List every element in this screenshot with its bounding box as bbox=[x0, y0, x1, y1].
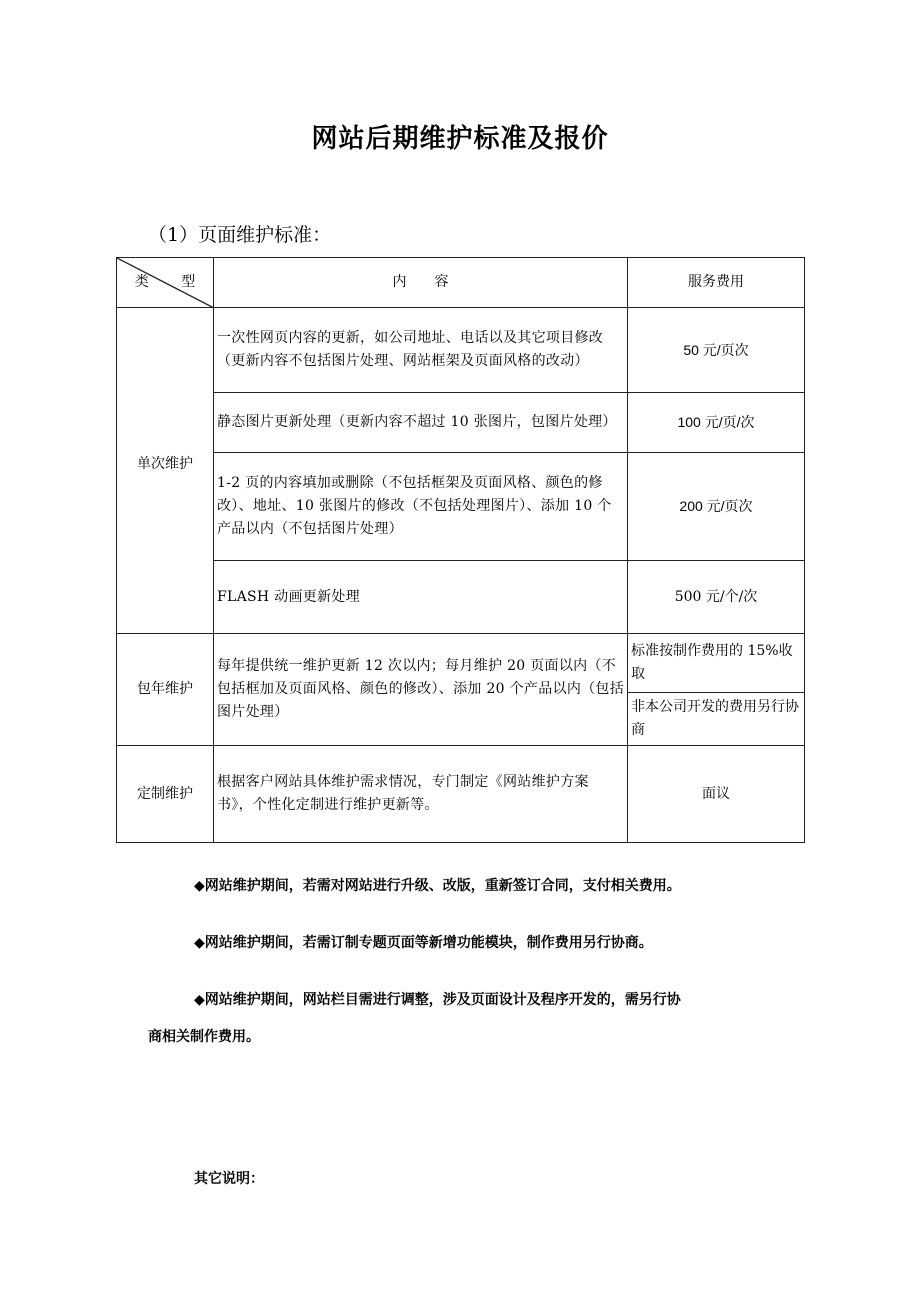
content-cell: FLASH 动画更新处理 bbox=[214, 561, 628, 634]
other-notes-heading: 其它说明： bbox=[194, 1170, 264, 1186]
page-title: 网站后期维护标准及报价 bbox=[311, 124, 609, 154]
pricing-table bbox=[116, 257, 805, 843]
fee-cell: 面议 bbox=[628, 746, 805, 843]
note-column-adjust-cont: 商相关制作费用。 bbox=[148, 1028, 260, 1044]
content-cell: 根据客户网站具体维护需求情况，专门制定《网站维护方案书》，个性化定制进行维护更新等。 bbox=[214, 746, 628, 843]
table-row bbox=[117, 746, 805, 843]
header-content-cell: 内 容 bbox=[214, 258, 628, 308]
fee-cell: 非本公司开发的费用另行协商 bbox=[628, 693, 805, 746]
fee-cell: 50 元/页次 bbox=[628, 308, 805, 393]
note-upgrade: ◆网站维护期间，若需对网站进行升级、改版，重新签订合同，支付相关费用。 bbox=[194, 877, 681, 893]
header-fee-cell: 服务费用 bbox=[628, 258, 805, 308]
table-row bbox=[117, 561, 805, 634]
fee-cell: 500 元/个/次 bbox=[628, 561, 805, 634]
table-row bbox=[117, 634, 805, 693]
content-cell: 一次性网页内容的更新，如公司地址、电话以及其它项目修改（更新内容不包括图片处理、网站框架及页面风格的改动） bbox=[214, 308, 628, 393]
type-cell-annual: 包年维护 bbox=[117, 634, 214, 746]
table-row bbox=[117, 308, 805, 393]
type-cell-custom: 定制维护 bbox=[117, 746, 214, 843]
content-cell: 每年提供统一维护更新 12 次以内；每月维护 20 页面以内（不包括框加及页面风格、颜色的修改）、添加 20 个产品以内（包括图片处理） bbox=[214, 634, 628, 746]
header-type-label: 类 型 bbox=[134, 274, 210, 290]
header-type-cell bbox=[117, 258, 214, 308]
table-row bbox=[117, 393, 805, 453]
content-cell: 1-2 页的内容填加或删除（不包括框架及页面风格、颜色的修改）、地址、10 张图片的修改（不包括处理图片）、添加 10 个产品以内（不包括图片处理） bbox=[214, 453, 628, 561]
note-custom-module: ◆网站维护期间，若需订制专题页面等新增功能模块，制作费用另行协商。 bbox=[194, 934, 653, 950]
fee-cell: 标准按制作费用的 15%收取 bbox=[628, 634, 805, 693]
section-heading: （1）页面维护标准： bbox=[148, 224, 332, 246]
table-row bbox=[117, 453, 805, 561]
type-cell-single: 单次维护 bbox=[117, 308, 214, 634]
table-header-row bbox=[117, 258, 805, 308]
fee-cell: 200 元/页次 bbox=[628, 453, 805, 561]
content-cell: 静态图片更新处理（更新内容不超过 10 张图片，包图片处理） bbox=[214, 393, 628, 453]
fee-cell: 100 元/页/次 bbox=[628, 393, 805, 453]
note-column-adjust: ◆网站维护期间，网站栏目需进行调整，涉及页面设计及程序开发的，需另行协 bbox=[194, 991, 681, 1007]
